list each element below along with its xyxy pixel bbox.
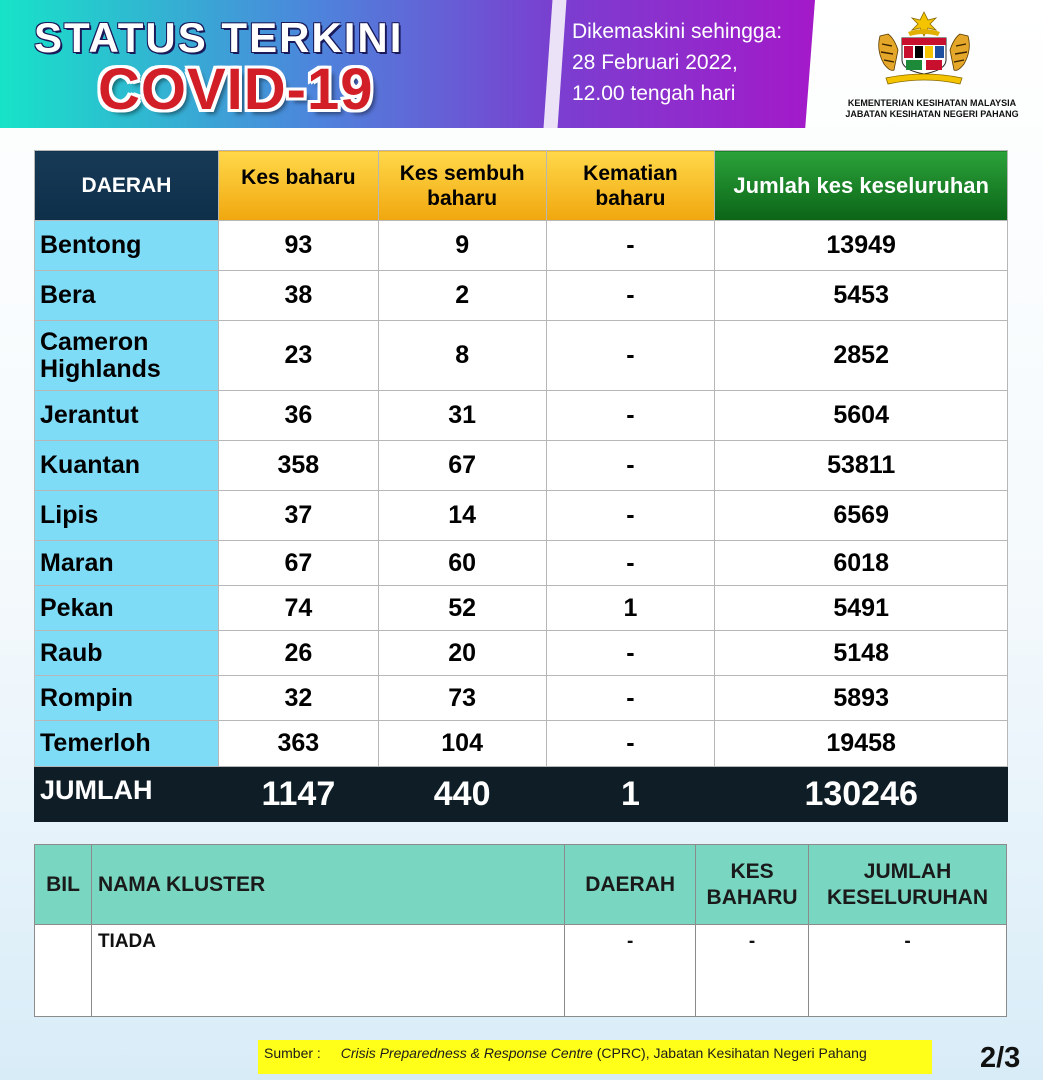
new-cases-cell: 36: [218, 391, 378, 441]
district-name: Jerantut: [35, 391, 219, 441]
total-cases-cell: 5453: [715, 271, 1008, 321]
district-name: Temerloh: [35, 721, 219, 767]
new-cases-cell: 26: [218, 631, 378, 676]
ministry-name-block: [832, 98, 1032, 120]
new-cases-cell: 32: [218, 676, 378, 721]
new-recoveries-cell: 9: [378, 221, 546, 271]
cluster-header-row: [35, 845, 1007, 925]
title-covid-19: COVID-19: [98, 57, 374, 122]
table-row: [35, 491, 1008, 541]
header-cluster-name: NAMA KLUSTER: [91, 845, 564, 925]
ministry-name: KEMENTERIAN KESIHATAN MALAYSIA: [847, 98, 1017, 108]
header-new-recoveries-line2: baharu: [427, 186, 498, 210]
total-cases-cell: 13949: [715, 221, 1008, 271]
new-recoveries-cell: 73: [378, 676, 546, 721]
header-new-recoveries-line1: Kes sembuh: [399, 161, 525, 185]
total-row: [35, 767, 1008, 822]
new-cases-cell: 363: [218, 721, 378, 767]
table-row: [35, 441, 1008, 491]
new-recoveries-cell: 31: [378, 391, 546, 441]
updated-label: Dikemaskini sehingga:: [572, 20, 783, 43]
new-cases-cell: 93: [218, 221, 378, 271]
source-label: Sumber :: [264, 1045, 321, 1061]
header-new-recoveries: [378, 151, 546, 221]
new-recoveries-cell: 20: [378, 631, 546, 676]
table-row: [35, 631, 1008, 676]
new-recoveries-cell: 14: [378, 491, 546, 541]
district-name: Bentong: [35, 221, 219, 271]
new-recoveries-cell: 60: [378, 541, 546, 586]
table-row: [35, 271, 1008, 321]
total-cases-cell: 2852: [715, 321, 1008, 391]
district-name: Raub: [35, 631, 219, 676]
department-name: JABATAN KESIHATAN NEGERI PAHANG: [845, 109, 1019, 119]
new-cases-cell: 38: [218, 271, 378, 321]
district-name: Kuantan: [35, 441, 219, 491]
table-row: [35, 676, 1008, 721]
header-district: DAERAH: [35, 151, 219, 221]
new-deaths-cell: -: [546, 441, 715, 491]
table-row: [35, 586, 1008, 631]
updated-date: 28 Februari 2022,: [572, 51, 738, 74]
table-row: [35, 221, 1008, 271]
new-deaths-cell: -: [546, 221, 715, 271]
total-new-cases: 1147: [218, 767, 378, 822]
header-new-deaths: [546, 151, 715, 221]
total-cases-cell: 6569: [715, 491, 1008, 541]
new-cases-cell: 358: [218, 441, 378, 491]
source-organisation: Crisis Preparedness & Response Centre: [340, 1045, 593, 1061]
header-new-deaths-line1: Kematian: [583, 161, 678, 185]
cluster-total-cell: -: [809, 925, 1007, 1017]
table-row: [35, 321, 1008, 391]
header-new-cases: Kes baharu: [218, 151, 378, 221]
cluster-district-cell: -: [565, 925, 696, 1017]
malaysia-coat-of-arms-icon: [872, 10, 976, 88]
new-deaths-cell: -: [546, 491, 715, 541]
new-deaths-cell: -: [546, 321, 715, 391]
page-number: 2/3: [980, 1042, 1021, 1074]
cluster-no-cell: [35, 925, 92, 1017]
header-cluster-district: DAERAH: [565, 845, 696, 925]
cluster-name-cell: TIADA: [91, 925, 564, 1017]
new-deaths-cell: -: [546, 271, 715, 321]
new-recoveries-cell: 67: [378, 441, 546, 491]
new-recoveries-cell: 8: [378, 321, 546, 391]
district-name: Lipis: [35, 491, 219, 541]
district-name: Rompin: [35, 676, 219, 721]
total-cases-cell: 5604: [715, 391, 1008, 441]
new-cases-cell: 37: [218, 491, 378, 541]
total-cases-cell: 6018: [715, 541, 1008, 586]
new-cases-cell: 67: [218, 541, 378, 586]
update-info: [572, 16, 782, 109]
district-name: Bera: [35, 271, 219, 321]
total-new-deaths: 1: [546, 767, 715, 822]
new-recoveries-cell: 104: [378, 721, 546, 767]
table-row: [35, 541, 1008, 586]
source-note: [258, 1040, 932, 1074]
total-label: JUMLAH: [35, 767, 219, 822]
new-recoveries-cell: 2: [378, 271, 546, 321]
total-cases-cell: 53811: [715, 441, 1008, 491]
table-header-row: [35, 151, 1008, 221]
cluster-table: [34, 844, 1007, 1017]
new-deaths-cell: -: [546, 721, 715, 767]
updated-time: 12.00 tengah hari: [572, 82, 736, 105]
total-cases-cell: 19458: [715, 721, 1008, 767]
new-deaths-cell: -: [546, 631, 715, 676]
cluster-new-cases-cell: -: [696, 925, 809, 1017]
header-bil: BIL: [35, 845, 92, 925]
new-cases-cell: 23: [218, 321, 378, 391]
cases-by-district-table: [34, 150, 1008, 822]
cluster-row: [35, 925, 1007, 1017]
source-rest: (CPRC), Jabatan Kesihatan Negeri Pahang: [596, 1045, 867, 1061]
new-cases-cell: 74: [218, 586, 378, 631]
district-name: Maran: [35, 541, 219, 586]
district-name: Cameron Highlands: [35, 321, 219, 391]
header-cluster-new-cases: KES BAHARU: [696, 845, 809, 925]
total-cases-cell: 5491: [715, 586, 1008, 631]
header-new-deaths-line2: baharu: [595, 186, 666, 210]
total-cases-cell: 5893: [715, 676, 1008, 721]
title-status-terkini: STATUS TERKINI: [34, 14, 404, 61]
new-deaths-cell: 1: [546, 586, 715, 631]
new-deaths-cell: -: [546, 391, 715, 441]
total-cases-cell: 5148: [715, 631, 1008, 676]
district-name: Pekan: [35, 586, 219, 631]
table-row: [35, 721, 1008, 767]
header-total-cases: Jumlah kes keseluruhan: [715, 151, 1008, 221]
grand-total-cases: 130246: [715, 767, 1008, 822]
new-deaths-cell: -: [546, 676, 715, 721]
new-recoveries-cell: 52: [378, 586, 546, 631]
total-new-recoveries: 440: [378, 767, 546, 822]
header-cluster-total: JUMLAH KESELURUHAN: [809, 845, 1007, 925]
new-deaths-cell: -: [546, 541, 715, 586]
table-row: [35, 391, 1008, 441]
